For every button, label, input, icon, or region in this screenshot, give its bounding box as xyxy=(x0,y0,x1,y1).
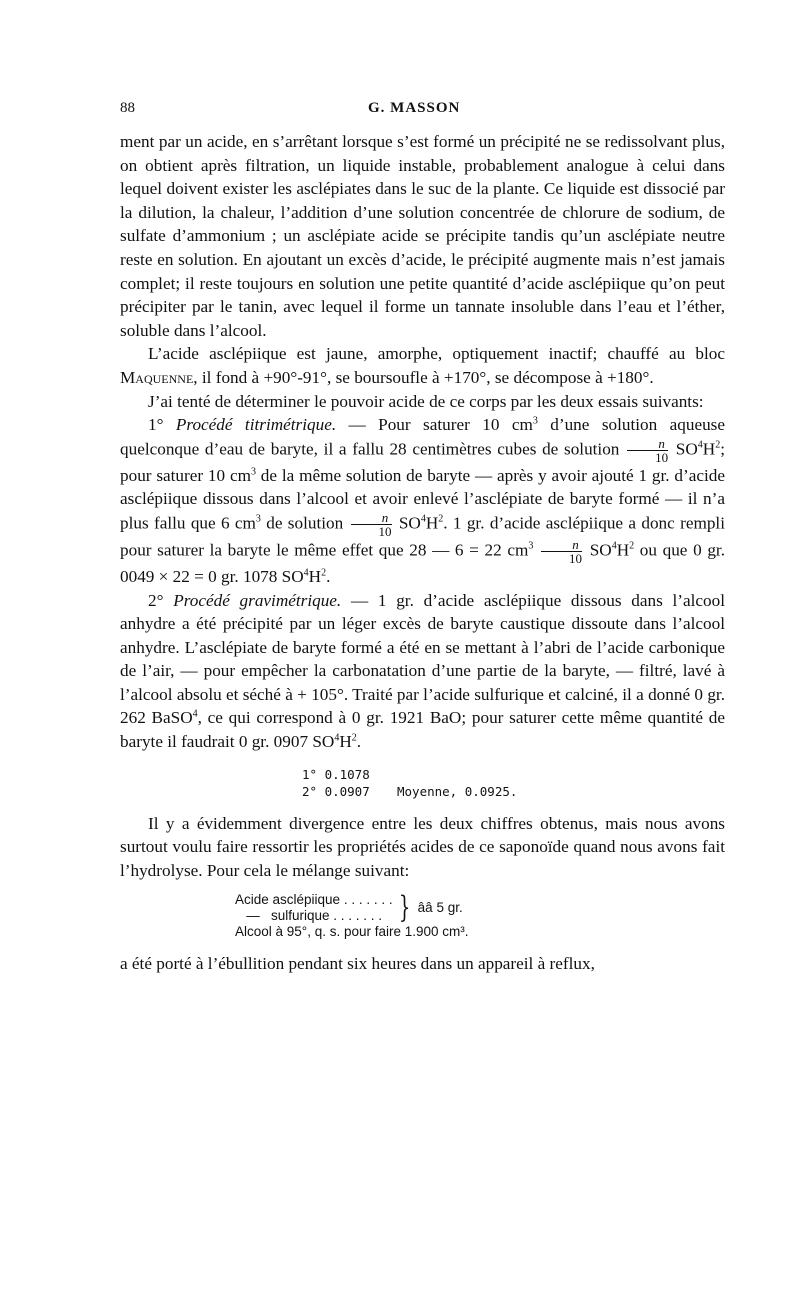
text-run: SO xyxy=(393,513,421,533)
text-run: ; pour saturer 10 cm xyxy=(120,439,725,485)
results-row-2 xyxy=(302,783,725,800)
superscript: 2 xyxy=(715,439,721,451)
paragraph-properties xyxy=(120,342,725,389)
item-number: 1° xyxy=(148,415,176,435)
superscript: 3 xyxy=(255,513,261,525)
paragraph-divergence xyxy=(120,812,725,883)
fraction-numerator: n xyxy=(627,437,668,451)
page-number: 88 xyxy=(120,100,135,116)
fraction-denominator: 10 xyxy=(655,449,669,465)
superscript: 2 xyxy=(438,513,444,525)
superscript: 2 xyxy=(321,567,327,579)
mixture-quantity: ââ 5 gr. xyxy=(417,900,463,916)
fraction-numerator: n xyxy=(351,511,392,525)
running-title: G. MASSON xyxy=(368,100,461,116)
paragraph-titrimetric xyxy=(120,413,725,588)
text-run: H xyxy=(616,540,630,560)
text-run: H xyxy=(339,732,352,752)
mixture-ingredients xyxy=(235,892,725,924)
superscript: 3 xyxy=(528,540,534,552)
paragraph-precipitation xyxy=(120,130,725,342)
text-run: . xyxy=(356,732,362,752)
result-value: 2° 0.0907 xyxy=(302,783,370,799)
paragraph-gravimetric xyxy=(120,589,725,754)
brace-symbol: } xyxy=(398,890,410,926)
superscript: 3 xyxy=(250,465,256,477)
text-run: . xyxy=(326,566,331,586)
fraction-denominator: 10 xyxy=(378,523,392,539)
mixture-row: — sulfurique . . . . . . . xyxy=(235,908,383,924)
superscript: 2 xyxy=(351,732,357,744)
page-header xyxy=(120,100,725,122)
text-run: H xyxy=(702,439,716,459)
author-name: Maquenne xyxy=(120,367,194,387)
text-run: , il fond à +90°-91°, se boursoufle à +170°, se décompose à +180°. xyxy=(193,367,654,387)
fraction xyxy=(351,511,392,538)
mixture-row: Acide asclépiique . . . . . . . xyxy=(235,892,393,908)
result-value: 1° 0.1078 xyxy=(302,766,370,782)
text-run: de solution xyxy=(260,513,349,533)
fraction xyxy=(541,538,582,565)
text-run: d’une solution aqueuse quelconque d’eau de baryte, il a fallu 28 centimètres cubes de solution xyxy=(120,415,725,459)
fraction-numerator: n xyxy=(541,538,582,552)
results-table xyxy=(302,766,725,800)
superscript: 3 xyxy=(532,415,538,427)
superscript: 4 xyxy=(303,567,309,579)
text-run: — 1 gr. d’acide asclépiique dissous dans l’alcool anhydre a été précipité par un léger excès de baryte caustique dissoute dans l’alcool anhydre. L’asclépiate de baryte formé a été en se mettant à l’abri de l’acide carbonique de l’air, — pour empêcher la carbonatation d’une partie de la baryte, — filtré, lavé à l’alcool absolu et séché à + 105°. Traité par l’acide sulfurique et calciné, il a donné 0 gr. 262 BaSO xyxy=(120,590,726,728)
result-mean: Moyenne, 0.0925. xyxy=(397,783,518,799)
superscript: 4 xyxy=(611,540,617,552)
superscript: 4 xyxy=(420,513,426,525)
item-number: 2° xyxy=(148,590,174,610)
text-run: , ce qui correspond à 0 gr. 1921 BaO; pour saturer cette même quantité de baryte il faudrait 0 gr. 0907 SO xyxy=(120,708,725,752)
paragraph-reflux xyxy=(120,952,725,976)
text-run: H xyxy=(425,513,439,533)
text-run: ment par un acide, en s’arrêtant lorsque s’est formé un précipité ne se redissolvant plus, on obtient après filtration, un liquide instable, probablement analogue à celui dans lequel doivent exister les asclépiates dans le suc de la plante. Ce liquide est dissocié par la dilution, la chaleur, l’addition d’une solution concentrée de chlorure de sodium, de sulfate d’ammonium ; un asclépiate acide se précipite tandis qu’un asclépiate neutre reste en solution. En ajoutant un excès d’acide, le précipité augmente mais n’est jamais complet; il reste toujours en solution une petite quantité d’acide asclépiique qu’on peut précipiter par le tanin, avec lequel il forme un tannate insoluble dans l’eau et l’éther, soluble dans l’alcool. xyxy=(120,132,725,340)
text-run: de la même solution de baryte — après y avoir ajouté 1 gr. d’acide asclépiique dissous dans l’alcool et avoir enlevé l’asclépiate de baryte formé — il n’a plus fallu que 6 cm xyxy=(120,465,725,533)
body-text xyxy=(120,130,725,976)
text-run: ou que 0 gr. 0049 × 22 = 0 gr. 1078 SO xyxy=(120,540,725,586)
fraction xyxy=(627,437,668,464)
text-run: — Pour saturer 10 cm xyxy=(336,415,533,435)
fraction-denominator: 10 xyxy=(569,550,583,566)
mixture-total: Alcool à 95°, q. s. pour faire 1.900 cm³. xyxy=(235,924,469,940)
text-run: H xyxy=(308,566,322,586)
text-run: . 1 gr. d’acide asclépiique a donc rempli pour saturer la baryte le même effet que 28 — 6 = 22 cm xyxy=(120,513,725,560)
results-row-1 xyxy=(302,766,725,783)
text-run: SO xyxy=(670,439,698,459)
text-run: a été porté à l’ébullition pendant six heures dans un appareil à reflux, xyxy=(120,954,595,974)
section-title: Procédé gravimétrique. xyxy=(173,590,342,610)
text-run: J’ai tenté de déterminer le pouvoir acide de ce corps par les deux essais suivants: xyxy=(148,391,704,411)
section-title: Procédé titrimétrique. xyxy=(175,415,337,435)
text-run: SO xyxy=(584,540,612,560)
superscript: 2 xyxy=(629,540,635,552)
superscript: 4 xyxy=(192,708,198,720)
mixture-rows xyxy=(235,892,393,924)
text-run: Il y a évidemment divergence entre les deux chiffres obtenus, mais nous avons surtout voulu faire ressortir les propriétés acides de ce saponoïde quand nous avons fait l’hydrolyse. Pour cela le mélange suivant: xyxy=(120,813,725,880)
superscript: 4 xyxy=(697,439,703,451)
mixture-recipe xyxy=(235,892,725,940)
text-run xyxy=(533,540,539,559)
superscript: 4 xyxy=(334,732,340,744)
paragraph-intro-tests xyxy=(120,390,725,414)
text-run: L’acide asclépiique est jaune, amorphe, optiquement inactif; chauffé au bloc xyxy=(148,344,725,364)
